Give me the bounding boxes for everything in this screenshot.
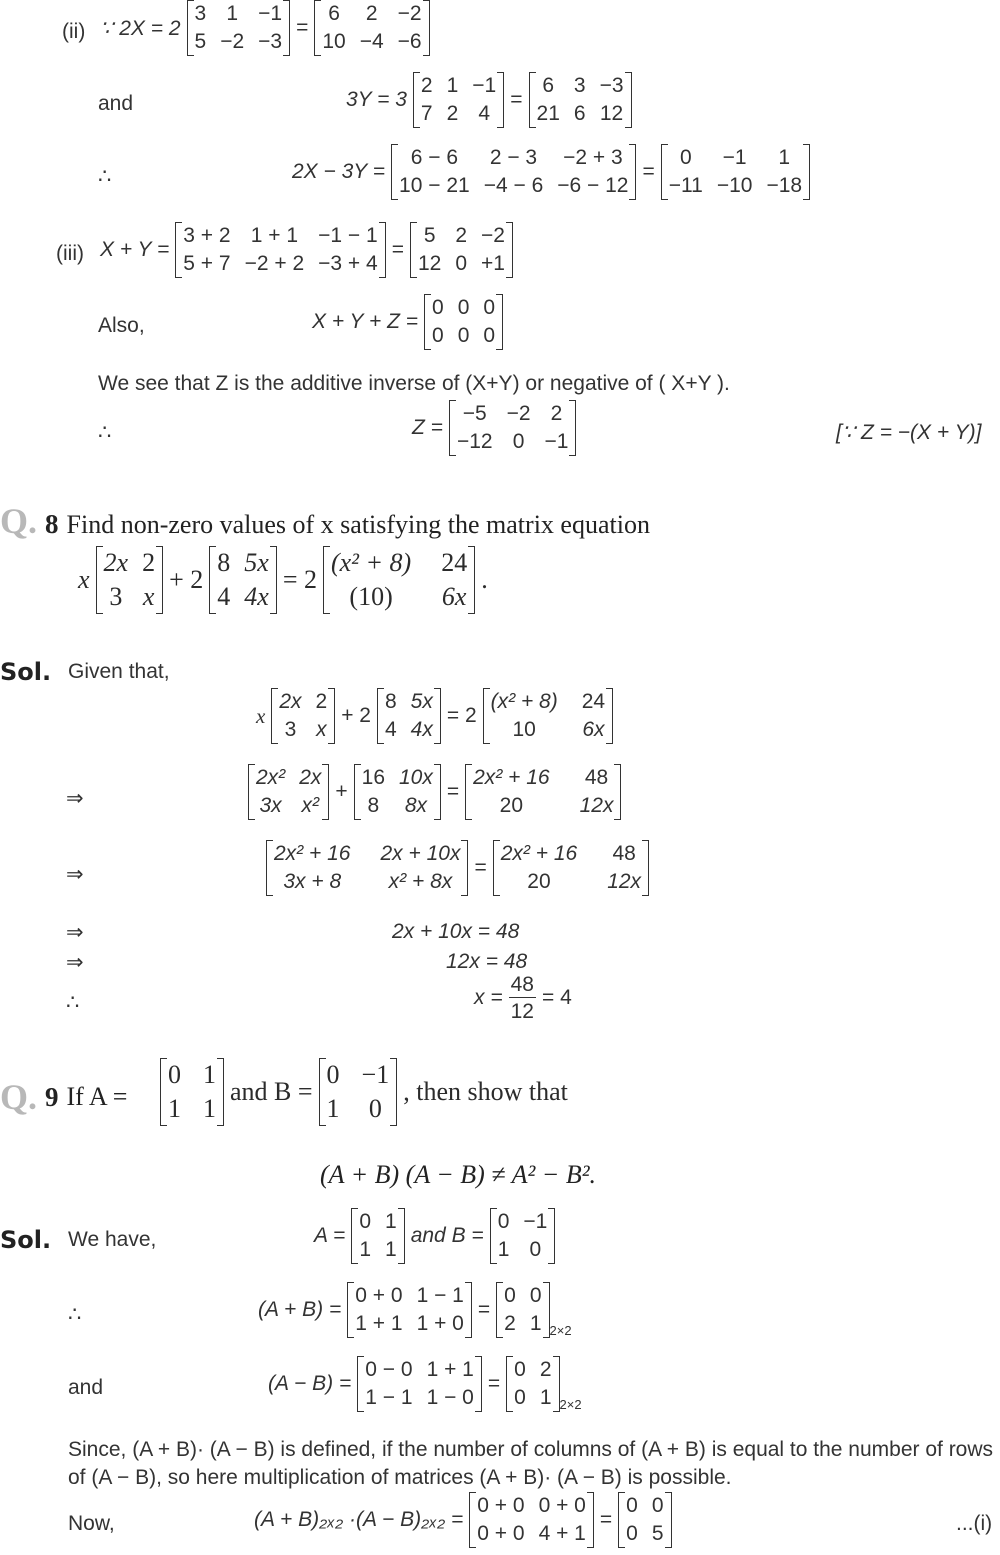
matrix: 6 3 −3 21 6 12 <box>529 72 632 128</box>
sol8-result: x = $\frac{48}{12}$ = 4 <box>474 973 572 1023</box>
matrix: 2x² + 16 2x + 10x 3x + 8 x² + 8x <box>266 840 468 896</box>
definition-paragraph: Since, (A + B)· (A − B) is defined, if the number of columns of (A + B) is equal to the number of rows of (A − B), so here multiplication of matrices (A + B)· (A − B) is possible. <box>68 1438 994 1489</box>
matrix: 2 1 −1 7 2 4 <box>413 72 504 128</box>
matrix: 6 2 −2 10 −4 −6 <box>314 0 429 56</box>
sol9-definitions: A = 0 1 1 1 and B = 0 −1 1 0 <box>314 1208 555 1264</box>
therefore: ∴ <box>98 165 112 188</box>
question-9-heading: Q. 9 If A = <box>0 1077 128 1117</box>
matrix: 6 − 6 2 − 3 −2 + 3 10 − 21 −4 − 6 −6 − 12 <box>391 144 636 200</box>
reason-note: [∵ Z = −(X + Y)] <box>836 421 982 444</box>
part-ii-label: (ii) <box>62 20 86 43</box>
implies-arrow: ⇒ <box>66 863 84 886</box>
matrix: 0 2 0 1 <box>506 1356 559 1412</box>
eq-2x: ∵ 2X = 2 3 1 −1 5 −2 −3 = 6 2 −2 10 −4 −6 <box>100 0 430 56</box>
matrix: (x² + 8) 24 (10) 6x <box>323 546 475 614</box>
given-that: Given that, <box>68 660 170 683</box>
matrix: 0 + 0 0 + 0 0 + 0 4 + 1 <box>469 1492 594 1548</box>
eq-z: Z = −5 −2 2 −12 0 −1 <box>412 400 576 456</box>
matrix: 2x 2 3 x <box>96 546 164 614</box>
part-iii-label: (iii) <box>56 242 84 265</box>
sol8-step3: 2x² + 16 2x + 10x 3x + 8 x² + 8x = 2x² + 16 48 20 12x <box>266 840 649 896</box>
therefore: ∴ <box>68 1303 82 1326</box>
we-have: We have, <box>68 1228 157 1251</box>
matrix: 0 0 0 0 0 0 <box>424 294 503 350</box>
matrix-a: 0 1 1 1 <box>351 1208 404 1264</box>
matrix: 3 1 −1 5 −2 −3 <box>187 0 291 56</box>
matrix: 2x² 2x 3x x² <box>248 764 329 820</box>
implies-arrow: ⇒ <box>66 951 84 974</box>
matrix: 5 2 −2 12 0 +1 <box>410 222 513 278</box>
matrix: 2x² + 16 48 20 12x <box>493 840 649 896</box>
therefore: ∴ <box>98 421 112 444</box>
solution-8-label: Sol. <box>0 658 52 686</box>
therefore: ∴ <box>66 991 80 1014</box>
matrix: 0 0 0 5 <box>618 1492 671 1548</box>
matrix: 2x² + 16 48 20 12x <box>465 764 621 820</box>
matrix-b: 0 −1 1 0 <box>490 1208 556 1264</box>
implies-arrow: ⇒ <box>66 921 84 944</box>
sol8-step4: 2x + 10x = 48 <box>392 920 520 943</box>
sol8-step5: 12x = 48 <box>446 950 528 973</box>
implies-arrow: ⇒ <box>66 787 84 810</box>
question-8-text: Find non-zero values of x satisfying the matrix equation <box>66 510 650 539</box>
matrix: 0 − 0 1 + 1 1 − 1 1 − 0 <box>357 1356 482 1412</box>
matrix: 0 + 0 1 − 1 1 + 1 1 + 0 <box>347 1282 472 1338</box>
matrix: 2x 2 3 x <box>271 688 335 744</box>
question-8-equation: x 2x 2 3 x + 2 8 5x 4 4x = 2 (x² + 8) 24 (10) 6x . <box>78 546 488 614</box>
question-9-claim: (A + B) (A − B) ≠ A² − B². <box>320 1160 597 1189</box>
matrix: 16 10x 8 8x <box>354 764 441 820</box>
matrix: 0 −1 1 −11 −10 −18 <box>661 144 810 200</box>
matrix: 8 5x 4 4x <box>209 546 277 614</box>
word-and: and <box>68 1376 104 1399</box>
sol8-step1: x 2x 2 3 x + 2 8 5x 4 4x = 2 (x² + 8) 24 10 6x <box>256 688 613 744</box>
sol9-product: (A + B)₂ₓ₂ ·(A − B)₂ₓ₂ = 0 + 0 0 + 0 0 + 0 4 + 1 = 0 0 0 5 <box>254 1492 672 1548</box>
sol8-step2: 2x² 2x 3x x² + 16 10x 8 8x = 2x² + 16 48 20 12x <box>248 764 621 820</box>
matrix: 0 0 2 1 <box>496 1282 549 1338</box>
equation-tag: ...(i) <box>956 1512 993 1535</box>
word-now: Now, <box>68 1512 115 1535</box>
eq-x-y-z: X + Y + Z = 0 0 0 0 0 0 <box>312 294 503 350</box>
question-8-heading: Q. 8 Find non-zero values of x satisfying the matrix equation <box>0 501 650 541</box>
additive-inverse-sentence: We see that Z is the additive inverse of (X+Y) or negative of ( X+Y ). <box>98 372 730 395</box>
eq-2x-3y: 2X − 3Y = 6 − 6 2 − 3 −2 + 3 10 − 21 −4 − 6 −6 − 12 = 0 −1 1 −11 −10 −18 <box>292 144 810 200</box>
matrix: 3 + 2 1 + 1 −1 − 1 5 + 7 −2 + 2 −3 + 4 <box>175 222 385 278</box>
eq-3y: 3Y = 3 2 1 −1 7 2 4 = 6 3 −3 21 6 12 <box>346 72 632 128</box>
fraction: $\frac{48}{12}$ <box>510 973 534 1023</box>
matrix-a: 0 1 1 1 <box>160 1058 224 1126</box>
matrix: −5 −2 2 −12 0 −1 <box>449 400 577 456</box>
matrix-b: 0 −1 1 0 <box>319 1058 398 1126</box>
word-also: Also, <box>98 314 145 337</box>
sol9-a-minus-b: (A − B) = 0 − 0 1 + 1 1 − 1 1 − 0 = 0 2 0 1 2×2 <box>268 1358 582 1412</box>
question-9-matrices: 0 1 1 1 and B = 0 −1 1 0 , then show that <box>160 1058 568 1126</box>
sol9-a-plus-b: (A + B) = 0 + 0 1 − 1 1 + 1 1 + 0 = 0 0 2 1 2×2 <box>258 1284 572 1338</box>
word-and: and <box>98 92 134 115</box>
matrix: 8 5x 4 4x <box>377 688 441 744</box>
matrix: (x² + 8) 24 10 6x <box>483 688 613 744</box>
eq-x-plus-y: X + Y = 3 + 2 1 + 1 −1 − 1 5 + 7 −2 + 2 −3 + 4 = 5 2 −2 12 0 +1 <box>100 222 513 278</box>
solution-9-label: Sol. <box>0 1226 52 1254</box>
